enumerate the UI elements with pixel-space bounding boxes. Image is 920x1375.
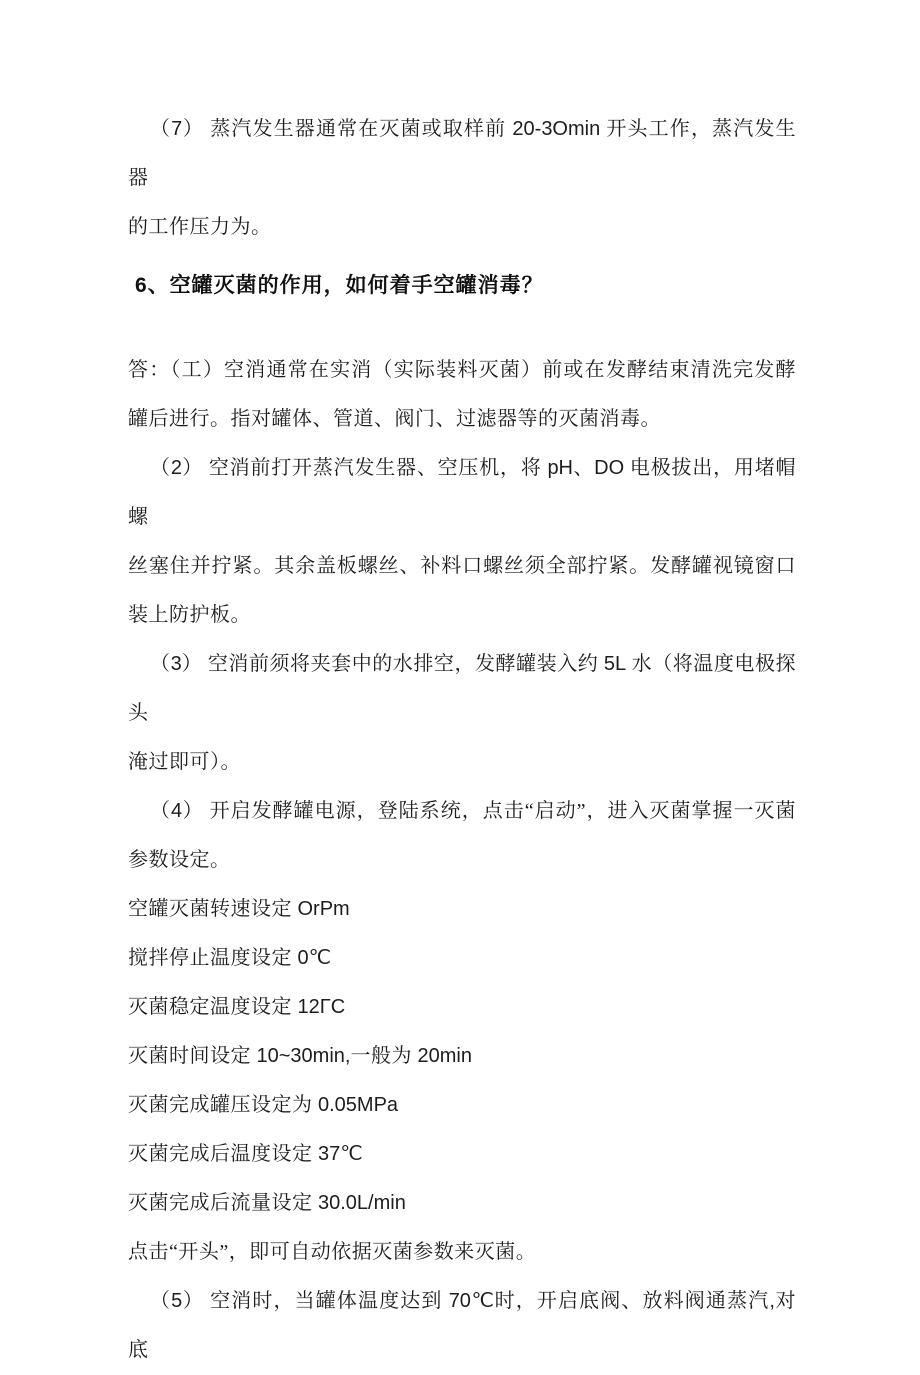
paragraph-line: （5） 空消时，当罐体温度达到 70℃时，开启底阀、放料阀通蒸汽,对底 [128,1290,797,1361]
param-line: 空罐灭菌转速设定 OrPm [128,898,350,920]
paragraph-line: 的工作压力为。 [128,216,272,238]
param-line: 搅拌停止温度设定 0℃ [128,947,332,969]
param-line: 灭菌完成后流量设定 30.0L/min [128,1192,406,1214]
param-line: 灭菌完成后温度设定 37℃ [128,1143,363,1165]
paragraph-line: 装上防护板。 [128,604,251,626]
param-line: 灭菌完成罐压设定为 0.05MPa [128,1094,399,1116]
paragraph-line: 参数设定。 [128,849,231,871]
paragraph-line: 罐后进行。指对罐体、管道、阀门、过滤器等的灭菌消毒。 [128,408,661,430]
paragraph-line: （2） 空消前打开蒸汽发生器、空压机，将 pH、DO 电极拔出，用堵帽螺 [128,457,797,528]
paragraph-line: （4） 开启发酵罐电源，登陆系统，点击“启动”，进入灭菌掌握一灭菌 [150,800,797,822]
paragraph-line: （3） 空消前须将夹套中的水排空，发酵罐装入约 5L 水（将温度电极探头 [128,653,797,724]
paragraph-line: 点击“开头”，即可自动依据灭菌参数来灭菌。 [128,1241,537,1263]
paragraph-line: 丝塞住并拧紧。其余盖板螺丝、补料口螺丝须全部拧紧。发酵罐视镜窗口 [128,555,796,577]
param-line: 灭菌时间设定 10~30min,一般为 20min [128,1045,472,1067]
paragraph-line: 淹过即可）。 [128,751,241,773]
paragraph-line: 答：（工）空消通常在实消（实际装料灭菌）前或在发酵结束清洗完发酵 [128,359,796,381]
param-line: 灭菌稳定温度设定 12ΓC [128,996,346,1018]
paragraph-line: （7） 蒸汽发生器通常在灭菌或取样前 20-3Omin 开头工作，蒸汽发生器 [128,118,797,189]
section-heading: 6、空罐灭菌的作用，如何着手空罐消毒？ [135,274,544,297]
